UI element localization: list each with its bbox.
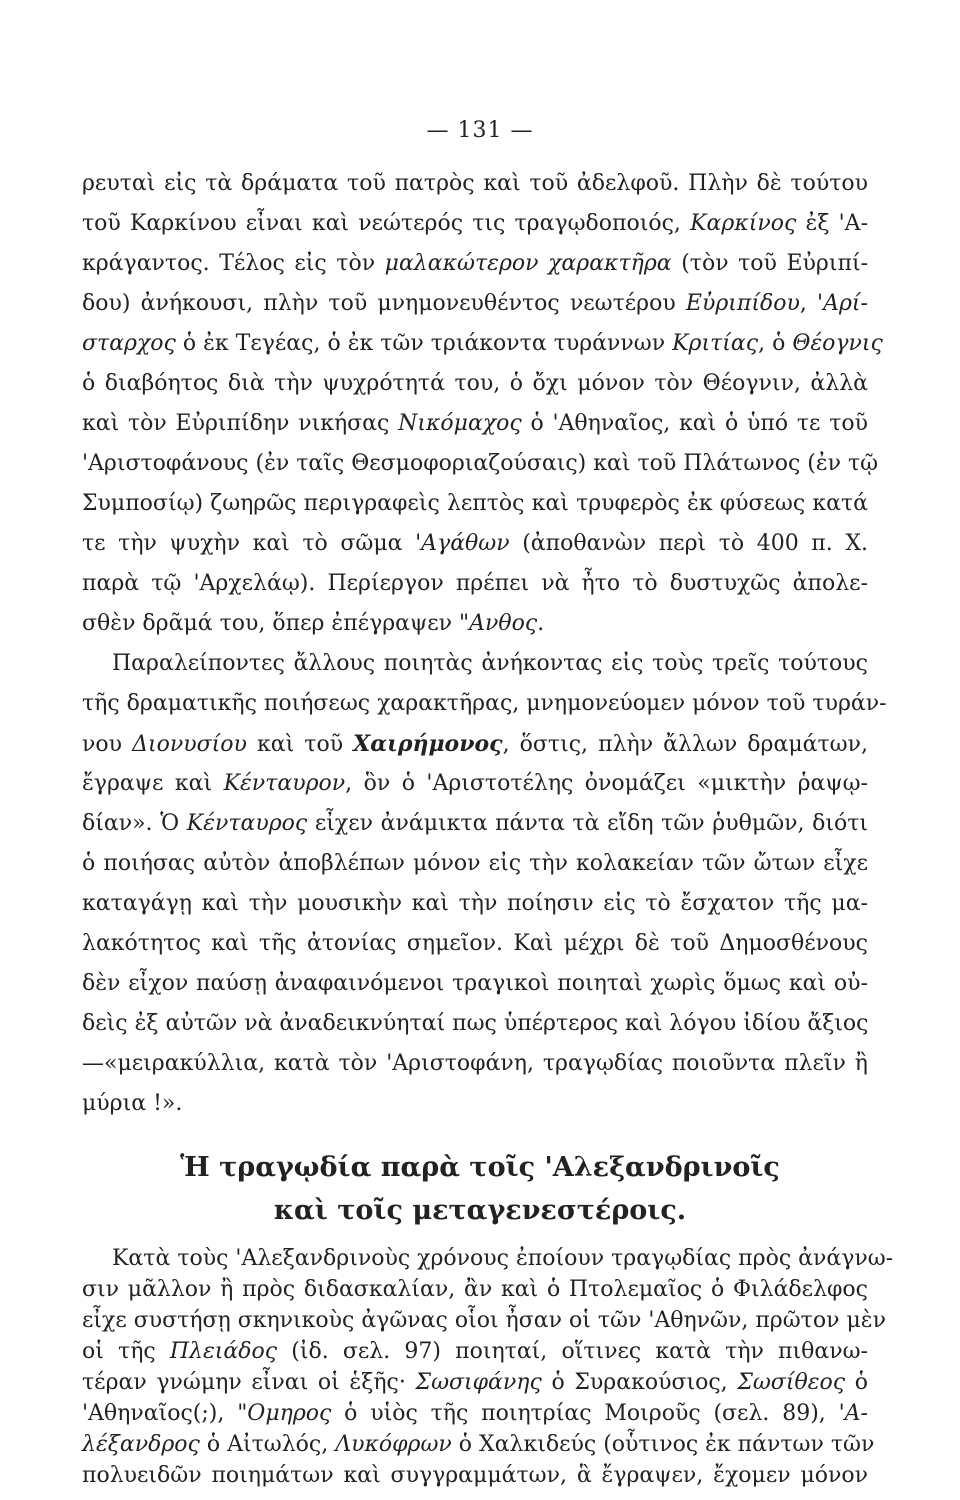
text-line: ὁ διαβόητος διὰ τὴν ψυχρότητά του, ὁ ὄχι μόνον τὸν Θέογνιν, ἀλλὰ — [82, 371, 868, 396]
text-line: —«μειρακύλλια, κατὰ τὸν 'Αριστοφάνη, τραγῳδίας ποιοῦντα πλεῖν ἢ — [82, 1051, 868, 1076]
text-line: Παραλείποντες ἄλλους ποιητὰς ἀνήκοντας εἰς τοὺς τρεῖς τούτους — [112, 651, 868, 676]
italic-name: Λυκόφρων — [335, 1432, 452, 1457]
text-span: ὁ Αἰτωλός, — [199, 1432, 336, 1457]
text-line: τέραν γνώμην εἶναι οἱ ἑξῆς· Σωσιφάνης ὁ Συρακούσιος, Σωσίθεος ὁ — [82, 1370, 868, 1395]
text-line: νου Διονυσίου καὶ τοῦ Χαιρήμονος, ὅστις, πλὴν ἄλλων δραμάτων, — [82, 731, 868, 757]
text-line: δίαν». Ὁ Κένταυρος εἶχεν ἀνάμικτα πάντα τὰ εἴδη τῶν ῥυθμῶν, διότι — [82, 811, 868, 836]
text-span: ὁ Χαλκιδεύς (οὗτινος ἐκ πάντων τῶν — [451, 1432, 875, 1457]
text-line: παρὰ τῷ 'Αρχελάῳ). Περίεργον πρέπει νὰ ἦτο τὸ δυστυχῶς ἀπολε- — [82, 571, 868, 596]
text-line — [82, 1461, 868, 1491]
text-line: δεὶς ἐξ αὐτῶν νὰ ἀναδεικνύηταί πως ὑπέρτερος καὶ λόγου ἰδίου ἄξιος — [82, 1011, 869, 1036]
text-line: σθὲν δρᾶμά του, ὅπερ ἐπέγραψεν "Ανθος. — [82, 611, 545, 636]
text-line: δὲν εἶχον παύσῃ ἀναφαινόμενοι τραγικοὶ ποιηταὶ χωρὶς ὅμως καὶ οὐ- — [82, 971, 868, 996]
text-line: τοῦ Καρκίνου εἶναι καὶ νεώτερός τις τραγῳδοποιός, Καρκίνος ἐξ 'Α- — [82, 211, 869, 236]
text-line: 'Αριστοφάνους (ἐν ταῖς Θεσμοφοριαζούσαις) καὶ τοῦ Πλάτωνος (ἐν τῷ — [82, 451, 879, 476]
text-line: Κατὰ τοὺς 'Αλεξανδρινοὺς χρόνους ἐποίουν τραγῳδίας πρὸς ἀνάγνω- — [112, 1246, 894, 1271]
section-heading: Ἡ τραγῳδία παρὰ τοῖς 'Αλεξανδρινοῖς — [180, 1152, 780, 1183]
text-line: σταρχος ὁ ἐκ Τεγέας, ὁ ἐκ τῶν τριάκοντα τυράννων Κριτίας, ὁ Θέογνις — [82, 331, 883, 356]
section-heading-continued: καὶ τοῖς μεταγενεστέροις. — [273, 1195, 687, 1226]
text-line: καὶ τὸν Εὐριπίδην νικήσας Νικόμαχος ὁ 'Αθηναῖος, καὶ ὁ ὑπό τε τοῦ — [82, 411, 869, 436]
text-line: δου) ἀνήκουσι, πλὴν τοῦ μνημονευθέντος νεωτέρου Εὐριπίδου, 'Αρί- — [82, 291, 868, 316]
text-line: μύρια !». — [82, 1091, 183, 1116]
text-line: ὁ ποιήσας αὐτὸν ἀποβλέπων μόνον εἰς τὴν κολακείαν τῶν ὤτων εἶχε — [82, 851, 868, 876]
page-number: — 131 — — [426, 118, 534, 143]
text-line: κράγαντος. Τέλος εἰς τὸν μαλακώτερον χαρακτῆρα (τὸν τοῦ Εὐριπί- — [82, 251, 869, 276]
text-line: οἱ τῆς Πλειάδος (ἰδ. σελ. 97) ποιηταί, οἵτινες κατὰ τὴν πιθανω- — [82, 1339, 868, 1364]
text-line: λακότητος καὶ τῆς ἀτονίας σημεῖον. Καὶ μέχρι δὲ τοῦ Δημοσθένους — [82, 931, 868, 956]
text-line: εἶχε συστήσῃ σκηνικοὺς ἀγῶνας οἷοι ἦσαν οἱ τῶν 'Αθηνῶν, πρῶτον μὲν — [82, 1308, 886, 1333]
italic-name: λέξανδρος — [82, 1432, 200, 1457]
text-line: τε τὴν ψυχὴν καὶ τὸ σῶμα 'Αγάθων (ἀποθανὼν περὶ τὸ 400 π. Χ. — [82, 531, 869, 556]
text-line: Συμποσίῳ) ζωηρῶς περιγραφεὶς λεπτὸς καὶ τρυφερὸς ἐκ φύσεως κατά — [82, 491, 868, 516]
text-line — [82, 1430, 875, 1460]
text-line: ρευταὶ εἰς τὰ δράματα τοῦ πατρὸς καὶ τοῦ ἀδελφοῦ. Πλὴν δὲ τούτου — [82, 171, 868, 196]
text-line: ἔγραψε καὶ Κένταυρον, ὃν ὁ 'Αριστοτέλης ὀνομάζει «μικτὴν ῥαψῳ- — [82, 771, 868, 796]
text-line: σιν μᾶλλον ἢ πρὸς διδασκαλίαν, ἂν καὶ ὁ Πτολεμαῖος ὁ Φιλάδελφος — [82, 1277, 868, 1302]
text-span: πολυειδῶν ποιημάτων καὶ συγγραμμάτων, ἃ ἔγραψεν, ἔχομεν μόνον — [82, 1463, 868, 1488]
text-line: 'Αθηναῖος(;), "Ομηρος ὁ υἱὸς τῆς ποιητρίας Μοιροῦς (σελ. 89), 'Α- — [82, 1401, 868, 1426]
text-line: καταγάγῃ καὶ τὴν μουσικὴν καὶ τὴν ποίησιν εἰς τὸ ἔσχατον τῆς μα- — [82, 891, 868, 916]
text-line: τῆς δραματικῆς ποιήσεως χαρακτῆρας, μνημονεύομεν μόνον τοῦ τυράν- — [82, 691, 887, 716]
